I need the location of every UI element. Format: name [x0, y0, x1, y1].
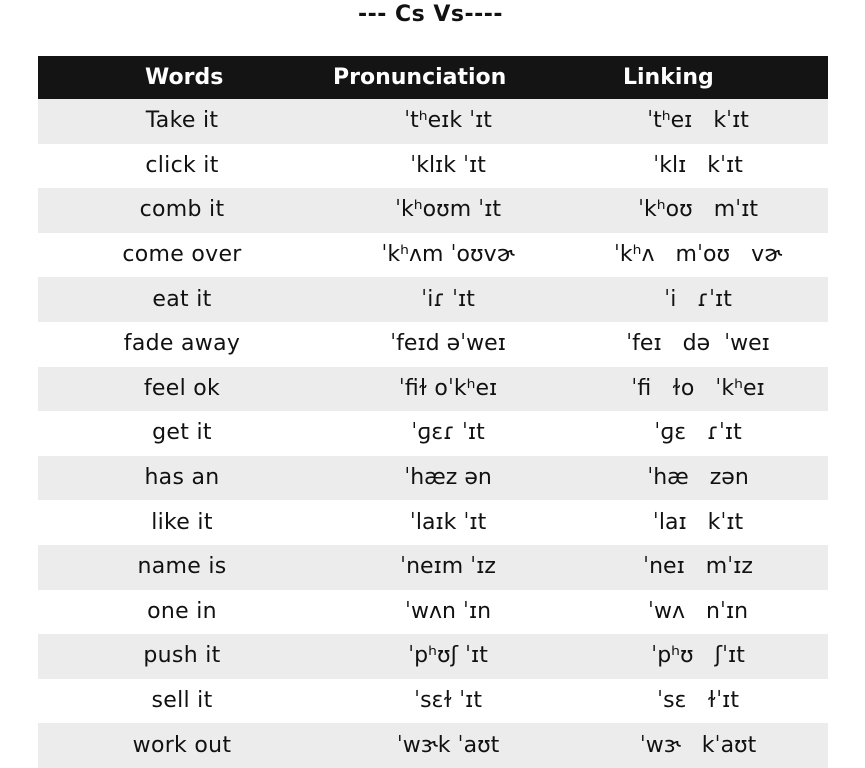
header-pronunciation: Pronunciation [333, 65, 507, 90]
table-row [38, 233, 828, 278]
pronunciation-cell: ˈfiɫ oˈkʰeɪ [398, 375, 498, 401]
table-row [38, 590, 828, 635]
header-linking: Linking [623, 65, 714, 90]
word-cell: Take it [145, 108, 219, 134]
pronunciation-cell: ˈneɪm ˈɪz [400, 554, 496, 580]
word-cell: sell it [151, 688, 213, 714]
pronunciation-cell: ˈsɛɫ ˈɪt [414, 688, 482, 714]
word-cell: has an [144, 465, 220, 491]
linking-cell: ˈtʰeɪ kˈɪt [647, 108, 749, 134]
linking-cell: ˈneɪ mˈɪz [643, 554, 753, 580]
word-cell: come over [122, 242, 242, 268]
pronunciation-cell: ˈfeɪd əˈweɪ [390, 331, 506, 357]
word-cell: name is [137, 554, 227, 580]
pronunciation-cell: ˈwʌn ˈɪn [404, 598, 492, 624]
linking-cell: ˈklɪ kˈɪt [653, 152, 743, 178]
word-cell: one in [147, 598, 217, 624]
pronunciation-cell: ˈkʰoʊm ˈɪt [394, 197, 501, 223]
word-cell: like it [151, 509, 213, 535]
table-header [38, 56, 828, 99]
linking-cell: ˈhæ zən [647, 465, 749, 491]
linking-cell: ˈi ɾˈɪt [664, 286, 732, 312]
word-cell: push it [143, 643, 221, 669]
linking-cell: ˈkʰʌ mˈoʊ vɚ [613, 242, 783, 268]
table-row [38, 545, 828, 590]
table-row [38, 99, 828, 144]
pronunciation-cell: ˈkʰʌm ˈoʊvɚ [381, 242, 515, 268]
linking-cell: ˈpʰʊ ʃˈɪt [651, 643, 745, 669]
table-row [38, 322, 828, 367]
pronunciation-cell: ˈhæz ən [404, 465, 492, 491]
linking-cell: ˈsɛ ɫˈɪt [657, 688, 739, 714]
word-cell: eat it [152, 286, 212, 312]
page-title-text: --- Cs Vs---- [357, 2, 504, 27]
linking-cell: ˈfeɪ də ˈweɪ [626, 331, 770, 357]
table-row [38, 367, 828, 412]
linking-cell: ˈwʌ nˈɪn [647, 598, 749, 624]
word-cell: work out [132, 732, 232, 758]
pronunciation-cell: ˈtʰeɪk ˈɪt [404, 108, 492, 134]
word-cell: comb it [139, 197, 225, 223]
pronunciation-cell: ˈwɝk ˈaʊt [396, 732, 500, 758]
linking-cell: ˈfi ɫo ˈkʰeɪ [631, 375, 765, 401]
linking-cell: ˈlaɪ kˈɪt [652, 509, 744, 535]
pronunciation-cell: ˈpʰʊʃ ˈɪt [408, 643, 488, 669]
table-row [38, 723, 828, 768]
linking-cell: ˈwɝ kˈaʊt [639, 732, 757, 758]
linking-cell: ˈɡɛ ɾˈɪt [654, 420, 742, 446]
table-row [38, 634, 828, 679]
table-row [38, 277, 828, 322]
linking-cell: ˈkʰoʊ mˈɪt [638, 197, 758, 223]
table-row [38, 188, 828, 233]
pronunciation-cell: ˈiɾ ˈɪt [421, 286, 475, 312]
table-row [38, 679, 828, 724]
page-title [0, 0, 865, 30]
table-row [38, 456, 828, 501]
linking-table [38, 56, 828, 768]
header-words: Words [145, 65, 224, 90]
word-cell: feel ok [143, 375, 221, 401]
table-row [38, 500, 828, 545]
table-row [38, 411, 828, 456]
word-cell: get it [152, 420, 212, 446]
header-row [38, 56, 828, 99]
pronunciation-cell: ˈlaɪk ˈɪt [409, 509, 487, 535]
pronunciation-cell: ˈklɪk ˈɪt [410, 152, 486, 178]
word-cell: click it [145, 152, 219, 178]
word-cell: fade away [123, 331, 241, 357]
pronunciation-cell: ˈɡɛɾ ˈɪt [411, 420, 485, 446]
table-row [38, 144, 828, 189]
table-body [38, 99, 828, 768]
